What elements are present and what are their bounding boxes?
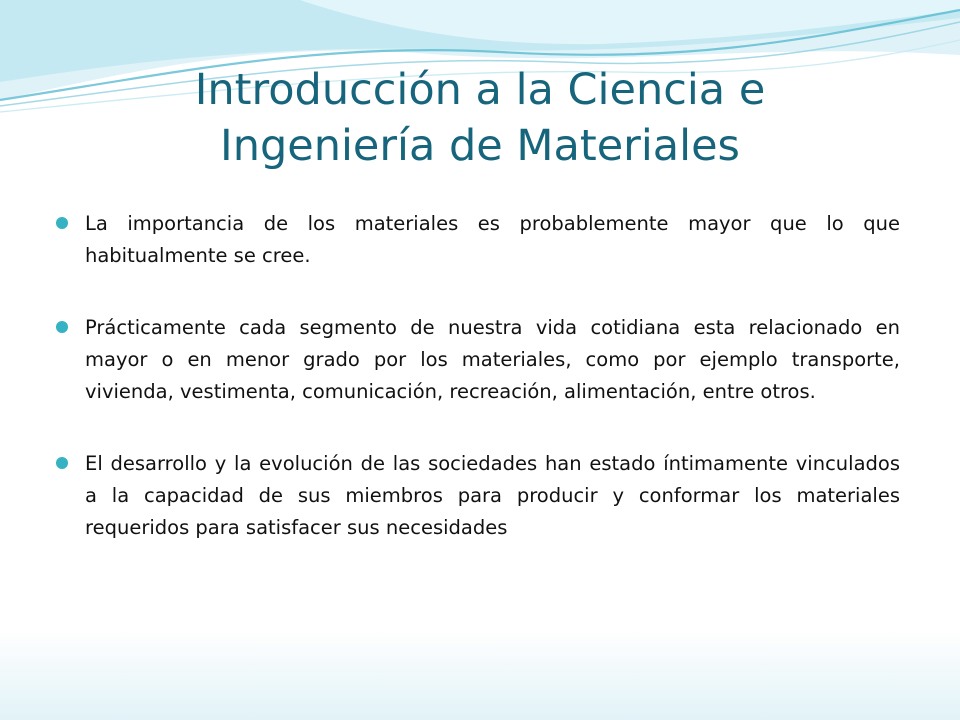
bullet-text: Prácticamente cada segmento de nuestra vida cotidiana esta relacionado en mayor o en menor grado por los materiales, como por ejemplo transporte, vivienda, vestimenta, comunicación, recreación, alimentación, entre otros. xyxy=(85,316,900,403)
bullet-item xyxy=(56,312,900,408)
bullet-text: El desarrollo y la evolución de las sociedades han estado íntimamente vinculados a la capacidad de sus miembros para producir y conformar los materiales requeridos para satisfacer sus necesidades xyxy=(85,452,900,539)
bullet-dot-icon xyxy=(56,217,68,229)
slide-title-line-2: Ingeniería de Materiales xyxy=(220,121,740,171)
bullet-text: La importancia de los materiales es probablemente mayor que lo que habitualmente se cree. xyxy=(85,212,900,267)
bullet-dot-icon xyxy=(56,321,68,333)
slide-title-line-1: Introducción a la Ciencia e xyxy=(194,65,766,115)
bullet-dot-icon xyxy=(56,457,68,469)
bullet-item xyxy=(56,448,900,544)
slide-title xyxy=(80,62,880,174)
bullet-item xyxy=(56,208,900,272)
bottom-gradient-band xyxy=(0,630,960,720)
bullet-list xyxy=(56,208,900,584)
